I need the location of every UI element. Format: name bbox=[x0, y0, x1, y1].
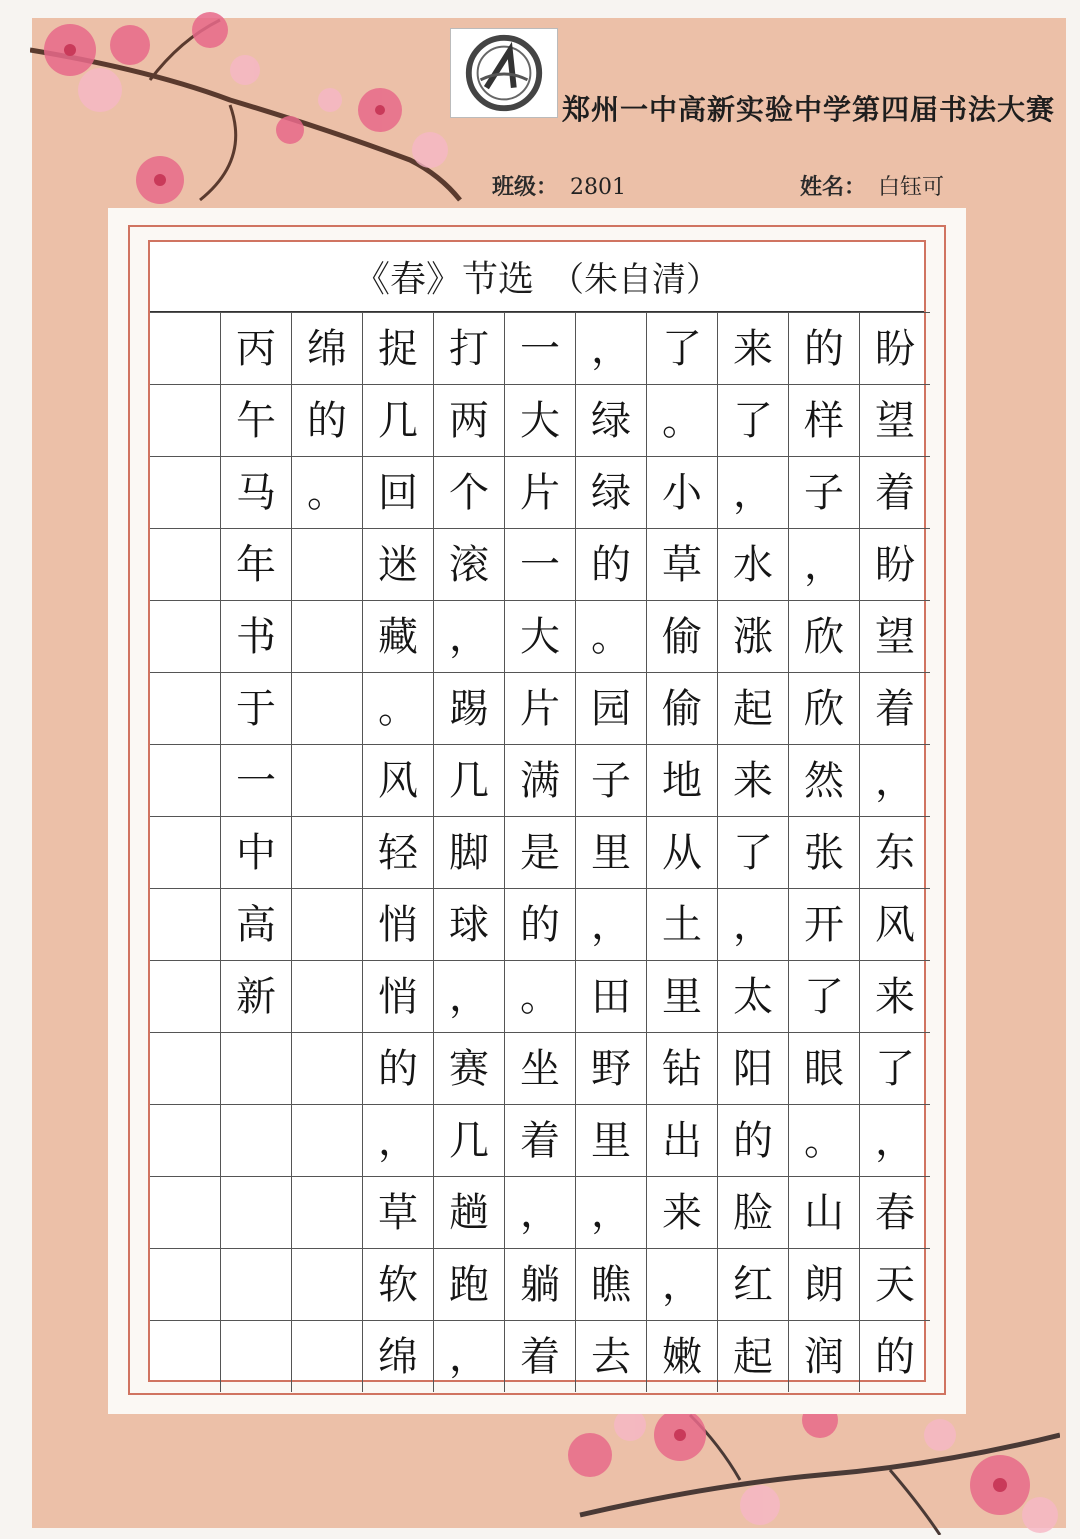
grid-cell: ， bbox=[576, 889, 647, 961]
grid-cell bbox=[292, 1249, 363, 1321]
passage-author: （朱自清） bbox=[550, 260, 720, 300]
grid-cell: 山 bbox=[789, 1177, 860, 1249]
grid-cell: 太 bbox=[718, 961, 789, 1033]
grid-cell: 涨 bbox=[718, 601, 789, 673]
grid-cell: 从 bbox=[647, 817, 718, 889]
grid-cell: 的 bbox=[363, 1033, 434, 1105]
grid-row bbox=[150, 1105, 930, 1177]
grid-cell: 的 bbox=[505, 889, 576, 961]
grid-cell: 偷 bbox=[647, 601, 718, 673]
grid-cell bbox=[150, 313, 221, 385]
grid-cell: 欣 bbox=[789, 673, 860, 745]
grid-cell: 野 bbox=[576, 1033, 647, 1105]
grid-cell: 地 bbox=[647, 745, 718, 817]
name-value: 白钰可 bbox=[878, 175, 945, 200]
grid-cell: 软 bbox=[363, 1249, 434, 1321]
grid-cell: 是 bbox=[505, 817, 576, 889]
grid-cell: 的 bbox=[718, 1105, 789, 1177]
grid-cell: 风 bbox=[363, 745, 434, 817]
grid-cell: 风 bbox=[860, 889, 931, 961]
grid-cell: 滚 bbox=[434, 529, 505, 601]
grid-cell: 田 bbox=[576, 961, 647, 1033]
grid-cell: 。 bbox=[505, 961, 576, 1033]
grid-cell: 一 bbox=[505, 529, 576, 601]
grid-cell: 。 bbox=[576, 601, 647, 673]
grid-row bbox=[150, 1321, 930, 1393]
grid-cell: 迷 bbox=[363, 529, 434, 601]
grid-cell bbox=[292, 1321, 363, 1393]
grid-cell bbox=[221, 1105, 292, 1177]
grid-cell: 绵 bbox=[292, 313, 363, 385]
passage-title: 《春》节选 bbox=[353, 259, 534, 300]
grid-cell: 。 bbox=[647, 385, 718, 457]
grid-cell: 回 bbox=[363, 457, 434, 529]
grid-row bbox=[150, 745, 930, 817]
grid-cell: 丙 bbox=[221, 313, 292, 385]
grid-cell: 润 bbox=[789, 1321, 860, 1393]
grid-cell: 着 bbox=[860, 673, 931, 745]
calligraphy-grid bbox=[150, 312, 930, 1392]
grid-cell bbox=[292, 889, 363, 961]
grid-cell: 天 bbox=[860, 1249, 931, 1321]
grid-cell: ， bbox=[576, 313, 647, 385]
grid-cell bbox=[150, 817, 221, 889]
grid-cell bbox=[292, 961, 363, 1033]
grid-cell: 球 bbox=[434, 889, 505, 961]
grid-cell: 午 bbox=[221, 385, 292, 457]
grid-cell: 开 bbox=[789, 889, 860, 961]
grid-cell: 欣 bbox=[789, 601, 860, 673]
grid-row bbox=[150, 529, 930, 601]
grid-cell: 红 bbox=[718, 1249, 789, 1321]
grid-cell: 盼 bbox=[860, 529, 931, 601]
grid-cell bbox=[292, 817, 363, 889]
grid-row bbox=[150, 673, 930, 745]
class-value: 2801 bbox=[570, 175, 627, 200]
grid-cell: 了 bbox=[647, 313, 718, 385]
grid-cell: 瞧 bbox=[576, 1249, 647, 1321]
grid-cell: 望 bbox=[860, 601, 931, 673]
grid-cell: 园 bbox=[576, 673, 647, 745]
grid-cell: 阳 bbox=[718, 1033, 789, 1105]
grid-row bbox=[150, 313, 930, 385]
grid-cell: 坐 bbox=[505, 1033, 576, 1105]
grid-cell: 水 bbox=[718, 529, 789, 601]
grid-cell: 了 bbox=[718, 385, 789, 457]
grid-cell bbox=[150, 961, 221, 1033]
grid-cell: 的 bbox=[292, 385, 363, 457]
grid-cell bbox=[150, 529, 221, 601]
grid-cell: 。 bbox=[789, 1105, 860, 1177]
grid-cell: 。 bbox=[292, 457, 363, 529]
grid-cell: 绵 bbox=[363, 1321, 434, 1393]
grid-cell bbox=[221, 1033, 292, 1105]
grid-cell: 悄 bbox=[363, 889, 434, 961]
grid-cell: 着 bbox=[505, 1321, 576, 1393]
grid-cell: 着 bbox=[505, 1105, 576, 1177]
grid-cell: 几 bbox=[434, 745, 505, 817]
grid-cell: 张 bbox=[789, 817, 860, 889]
contest-title: 郑州一中高新实验中学第四届书法大赛 bbox=[562, 93, 1056, 126]
grid-row bbox=[150, 457, 930, 529]
grid-cell: 马 bbox=[221, 457, 292, 529]
grid-cell: 一 bbox=[221, 745, 292, 817]
grid-row bbox=[150, 601, 930, 673]
grid-cell bbox=[150, 385, 221, 457]
grid-cell bbox=[150, 1033, 221, 1105]
grid-cell: 眼 bbox=[789, 1033, 860, 1105]
grid-cell: 脸 bbox=[718, 1177, 789, 1249]
grid-cell: ， bbox=[718, 889, 789, 961]
plum-blossom-bottom-right bbox=[560, 1395, 1060, 1535]
grid-cell: 了 bbox=[789, 961, 860, 1033]
grid-cell: 小 bbox=[647, 457, 718, 529]
grid-cell bbox=[292, 673, 363, 745]
grid-cell bbox=[221, 1177, 292, 1249]
grid-cell: 。 bbox=[363, 673, 434, 745]
grid-row bbox=[150, 385, 930, 457]
grid-cell: 打 bbox=[434, 313, 505, 385]
grid-cell: 来 bbox=[718, 313, 789, 385]
class-label: 班级： bbox=[492, 175, 559, 200]
grid-cell: 新 bbox=[221, 961, 292, 1033]
grid-cell: 着 bbox=[860, 457, 931, 529]
grid-cell: 去 bbox=[576, 1321, 647, 1393]
grid-cell: 偷 bbox=[647, 673, 718, 745]
grid-cell: 藏 bbox=[363, 601, 434, 673]
grid-cell bbox=[292, 1105, 363, 1177]
grid-cell: 土 bbox=[647, 889, 718, 961]
grid-cell bbox=[150, 1249, 221, 1321]
grid-cell: 年 bbox=[221, 529, 292, 601]
grid-cell bbox=[221, 1249, 292, 1321]
grid-cell: 两 bbox=[434, 385, 505, 457]
grid-cell: 悄 bbox=[363, 961, 434, 1033]
grid-cell: 中 bbox=[221, 817, 292, 889]
grid-cell: 赛 bbox=[434, 1033, 505, 1105]
grid-cell: 了 bbox=[718, 817, 789, 889]
grid-cell bbox=[292, 1033, 363, 1105]
grid-cell bbox=[150, 745, 221, 817]
grid-cell: 起 bbox=[718, 673, 789, 745]
grid-cell bbox=[292, 601, 363, 673]
grid-cell: 草 bbox=[363, 1177, 434, 1249]
grid-cell: 来 bbox=[718, 745, 789, 817]
grid-cell: 然 bbox=[789, 745, 860, 817]
grid-cell: 高 bbox=[221, 889, 292, 961]
grid-row bbox=[150, 889, 930, 961]
grid-cell: 子 bbox=[576, 745, 647, 817]
grid-row bbox=[150, 961, 930, 1033]
grid-cell: ， bbox=[860, 745, 931, 817]
grid-cell: 大 bbox=[505, 385, 576, 457]
grid-cell: ， bbox=[789, 529, 860, 601]
grid-cell: 趟 bbox=[434, 1177, 505, 1249]
grid-cell: 个 bbox=[434, 457, 505, 529]
grid-cell: 东 bbox=[860, 817, 931, 889]
grid-cell: 样 bbox=[789, 385, 860, 457]
grid-cell: 一 bbox=[505, 313, 576, 385]
grid-cell bbox=[150, 889, 221, 961]
grid-cell: ， bbox=[505, 1177, 576, 1249]
name-label: 姓名： bbox=[800, 175, 867, 200]
grid-cell bbox=[292, 1177, 363, 1249]
grid-cell: 绿 bbox=[576, 457, 647, 529]
grid-cell: 轻 bbox=[363, 817, 434, 889]
grid-cell: 里 bbox=[576, 817, 647, 889]
passage-title-row bbox=[150, 242, 924, 312]
grid-cell: 跑 bbox=[434, 1249, 505, 1321]
grid-cell bbox=[150, 1321, 221, 1393]
grid-cell bbox=[150, 673, 221, 745]
grid-cell: 大 bbox=[505, 601, 576, 673]
grid-cell: 的 bbox=[789, 313, 860, 385]
grid-cell bbox=[150, 1105, 221, 1177]
plum-blossom-top-left bbox=[30, 10, 470, 220]
grid-cell: ， bbox=[860, 1105, 931, 1177]
grid-cell: 来 bbox=[860, 961, 931, 1033]
grid-cell: 几 bbox=[363, 385, 434, 457]
grid-cell: 子 bbox=[789, 457, 860, 529]
grid-cell: ， bbox=[718, 457, 789, 529]
grid-cell: 朗 bbox=[789, 1249, 860, 1321]
grid-cell: 踢 bbox=[434, 673, 505, 745]
grid-cell: ， bbox=[363, 1105, 434, 1177]
grid-cell: 嫩 bbox=[647, 1321, 718, 1393]
grid-cell: 捉 bbox=[363, 313, 434, 385]
grid-row bbox=[150, 1249, 930, 1321]
grid-cell: 里 bbox=[647, 961, 718, 1033]
grid-cell: 来 bbox=[647, 1177, 718, 1249]
grid-cell bbox=[150, 457, 221, 529]
grid-cell: 于 bbox=[221, 673, 292, 745]
grid-cell: 的 bbox=[860, 1321, 931, 1393]
grid-cell: 绿 bbox=[576, 385, 647, 457]
grid-cell: 躺 bbox=[505, 1249, 576, 1321]
grid-cell: 春 bbox=[860, 1177, 931, 1249]
grid-cell: 望 bbox=[860, 385, 931, 457]
grid-row bbox=[150, 817, 930, 889]
grid-cell: ， bbox=[434, 601, 505, 673]
grid-row bbox=[150, 1177, 930, 1249]
grid-cell: 了 bbox=[860, 1033, 931, 1105]
grid-cell: 的 bbox=[576, 529, 647, 601]
grid-cell: 书 bbox=[221, 601, 292, 673]
grid-cell bbox=[150, 601, 221, 673]
grid-cell: ， bbox=[434, 1321, 505, 1393]
grid-cell: 脚 bbox=[434, 817, 505, 889]
grid-row bbox=[150, 1033, 930, 1105]
grid-cell: 片 bbox=[505, 673, 576, 745]
grid-cell: ， bbox=[434, 961, 505, 1033]
grid-cell bbox=[292, 529, 363, 601]
grid-cell: 里 bbox=[576, 1105, 647, 1177]
name-field bbox=[800, 170, 944, 201]
grid-cell: ， bbox=[647, 1249, 718, 1321]
grid-cell: 片 bbox=[505, 457, 576, 529]
grid-cell: 盼 bbox=[860, 313, 931, 385]
grid-cell bbox=[150, 1177, 221, 1249]
grid-cell bbox=[292, 745, 363, 817]
grid-cell: 草 bbox=[647, 529, 718, 601]
grid-cell: ， bbox=[576, 1177, 647, 1249]
school-logo bbox=[450, 28, 558, 118]
grid-cell: 钻 bbox=[647, 1033, 718, 1105]
grid-cell bbox=[221, 1321, 292, 1393]
grid-cell: 满 bbox=[505, 745, 576, 817]
grid-cell: 起 bbox=[718, 1321, 789, 1393]
grid-cell: 出 bbox=[647, 1105, 718, 1177]
grid-cell: 几 bbox=[434, 1105, 505, 1177]
class-field bbox=[492, 170, 626, 201]
